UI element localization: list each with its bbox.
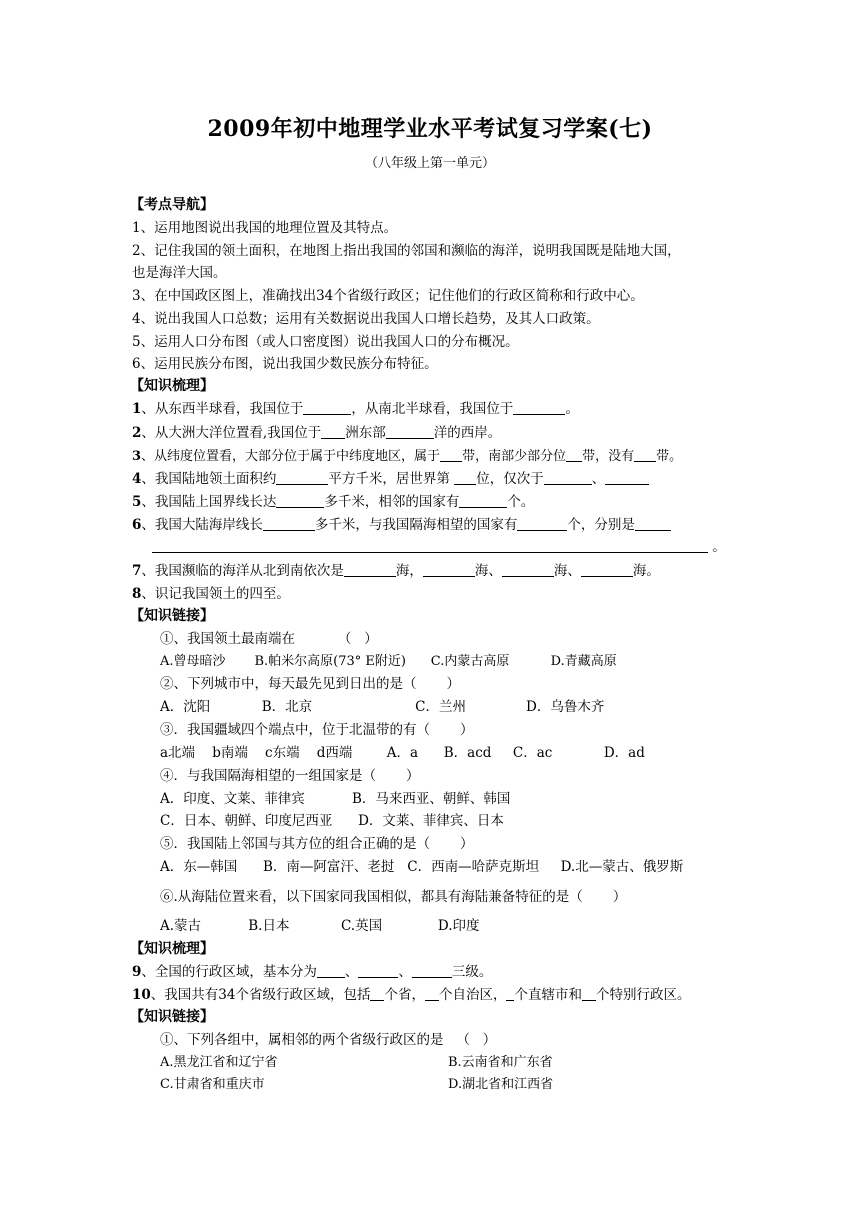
mc-options: A．沈阳 B．北京 C．兰州 D．乌鲁木齐	[160, 699, 605, 715]
answer-blank[interactable]	[276, 493, 324, 508]
mc-option-d: D.湖北省和江西省	[448, 1077, 554, 1092]
answer-blank[interactable]	[517, 516, 567, 531]
section-heading-link1: 【知识链接】	[130, 608, 214, 624]
question-3: 3、从纬度位置看，大部分位于属于中纬度地区，属于 带，南部少部分位 带，没有 带。	[132, 449, 683, 464]
nav-item: 4、说出我国人口总数；运用有关数据说出我国人口增长趋势，及其人口政策。	[132, 311, 600, 327]
answer-blank[interactable]	[634, 447, 656, 462]
mc-option-c: C.甘肃省和重庆市	[160, 1077, 265, 1092]
section-heading-nav: 【考点导航】	[130, 197, 214, 213]
mc-options: A．东—韩国 B．南—阿富汗、老挝 C．西南—哈萨克斯坦 D.北—蒙古、俄罗斯	[160, 859, 684, 875]
mc-question: ④．与我国隔海相望的一组国家是（ ）	[160, 768, 420, 784]
answer-blank[interactable]	[321, 424, 345, 439]
mc-question: ⑤．我国陆上邻国与其方位的组合正确的是（ ）	[160, 836, 474, 852]
question-7: 7、我国濒临的海洋从北到南依次是 海， 海、 海、 海。	[132, 563, 660, 579]
mc-options: a北端 b南端 c东端 d西端 A．a B．acd C．ac D．ad	[160, 745, 645, 761]
mc-options: A.曾母暗沙 B.帕米尔高原(73° E附近) C.内蒙古高原 D.青藏高原	[160, 654, 617, 669]
answer-blank[interactable]	[263, 516, 315, 531]
question-1: 1、从东西半球看，我国位于 ，从南北半球看，我国位于 。	[132, 401, 579, 417]
answer-blank[interactable]	[412, 963, 452, 978]
answer-blank[interactable]	[344, 562, 396, 577]
question-6: 6、我国大陆海岸线长 多千米，与我国隔海相望的国家有 个，分别是	[132, 516, 671, 534]
nav-item: 1、运用地图说出我国的地理位置及其特点。	[132, 220, 398, 236]
answer-blank[interactable]	[358, 963, 398, 978]
answer-blank[interactable]	[605, 470, 649, 485]
question-4: 4、我国陆地领土面积约 平方千米，居世界第 位，仅次于 、	[132, 470, 649, 488]
mc-question: ⑥.从海陆位置来看，以下国家同我国相似，都具有海陆兼备特征的是（ ）	[160, 889, 627, 905]
answer-blank[interactable]	[425, 986, 439, 1001]
nav-item: 5、运用人口分布图（或人口密度图）说出我国人口的分布概况。	[132, 334, 519, 350]
page-title: 2009年初中地理学业水平考试复习学案(七)	[207, 116, 653, 142]
nav-item: 6、运用民族分布图，说出我国少数民族分布特征。	[132, 356, 438, 372]
answer-blank[interactable]	[152, 538, 708, 553]
answer-blank[interactable]	[502, 562, 554, 577]
mc-question: ②、下列城市中，每天最先见到日出的是（ ）	[160, 676, 461, 692]
mc-option-b: B.云南省和广东省	[448, 1055, 553, 1070]
answer-blank[interactable]	[566, 447, 582, 462]
mc-question: ①、我国领土最南端在 （ ）	[160, 631, 378, 647]
mc-options: A．印度、文莱、菲律宾 B．马来西亚、朝鲜、韩国	[160, 791, 511, 807]
answer-blank[interactable]	[386, 424, 434, 439]
answer-blank[interactable]	[459, 493, 507, 508]
answer-blank[interactable]	[544, 470, 592, 485]
nav-item: 3、在中国政区图上，准确找出34个省级行政区；记住他们的行政区简称和行政中心。	[132, 288, 644, 304]
mc-options: A.蒙古 B.日本 C.英国 D.印度	[160, 918, 480, 934]
answer-blank[interactable]	[303, 400, 351, 415]
answer-blank[interactable]	[582, 986, 596, 1001]
nav-item: 2、记住我国的领土面积，在地图上指出我国的邻国和濒临的海洋，说明我国既是陆地大国，	[132, 243, 681, 259]
question-8: 8、识记我国领土的四至。	[132, 586, 290, 602]
page-subtitle: （八年级上第一单元）	[364, 156, 495, 171]
section-heading-sort2: 【知识梳理】	[130, 941, 214, 957]
answer-blank[interactable]	[454, 470, 476, 485]
section-heading-link2: 【知识链接】	[130, 1009, 214, 1025]
mc-options: C．日本、朝鲜、印度尼西亚 D．文莱、菲律宾、日本	[160, 813, 504, 829]
answer-blank[interactable]	[635, 516, 671, 531]
question-6-continuation: 。	[152, 538, 726, 556]
question-2: 2、从大洲大洋位置看,我国位于 洲东部 洋的西岸。	[132, 425, 502, 441]
section-heading-sort1: 【知识梳理】	[130, 378, 214, 394]
answer-blank[interactable]	[440, 447, 462, 462]
question-5: 5、我国陆上国界线长达 多千米，相邻的国家有 个。	[132, 494, 535, 510]
answer-blank[interactable]	[370, 986, 384, 1001]
answer-blank[interactable]	[513, 400, 565, 415]
answer-blank[interactable]	[581, 562, 633, 577]
mc-question: ③．我国疆域四个端点中，位于北温带的有（ ）	[160, 722, 474, 738]
mc-question: ①、下列各组中，属相邻的两个省级行政区的是 （ ）	[160, 1032, 497, 1048]
mc-option-a: A.黑龙江省和辽宁省	[160, 1055, 278, 1070]
answer-blank[interactable]	[317, 963, 345, 978]
answer-blank[interactable]	[276, 470, 328, 485]
answer-blank[interactable]	[423, 562, 475, 577]
nav-item: 也是海洋大国。	[132, 265, 227, 281]
question-10: 10、我国共有34个省级行政区域，包括 个省， 个自治区， 个直辖市和 个特别行政区。	[132, 987, 691, 1003]
question-9: 9、全国的行政区域，基本分为 、 、 三级。	[132, 964, 493, 980]
